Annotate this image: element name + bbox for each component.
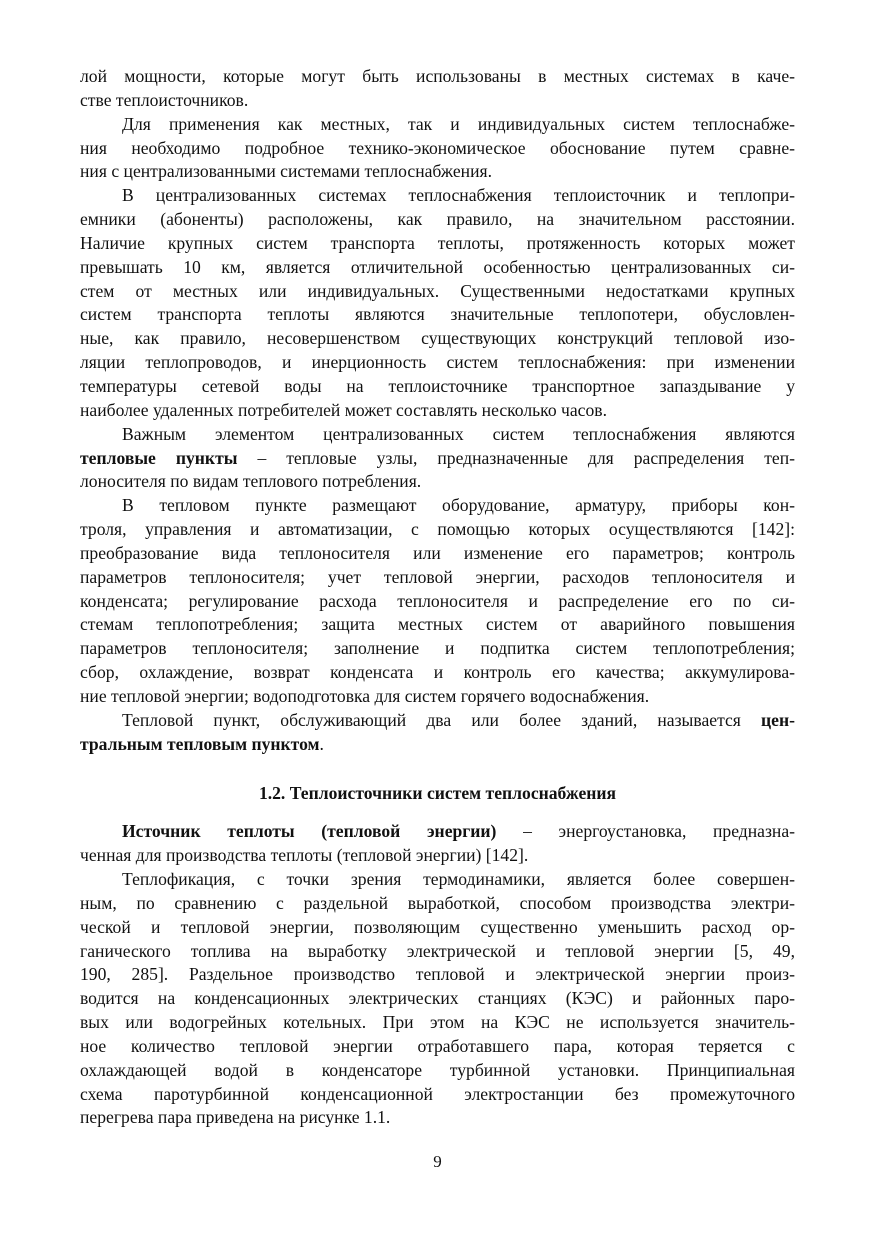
text-segment: В централизованных системах теплоснабжения теплоисточник и теплопри- [122, 185, 795, 206]
text-line [80, 160, 795, 184]
paragraph [80, 65, 795, 113]
text-segment: В тепловом пункте размещают оборудование, арматуру, приборы кон- [122, 495, 795, 516]
text-line [80, 542, 795, 566]
text-segment: . [319, 733, 324, 754]
text-line [80, 709, 795, 733]
text-line [80, 963, 795, 987]
text-segment: схема паротурбинной конденсационной электростанции без промежуточного [80, 1083, 795, 1104]
paragraph [80, 709, 795, 757]
text-segment: ния необходимо подробное технико-экономическое обоснование путем сравне- [80, 137, 795, 158]
text-segment: ляции теплопроводов, и инерционность систем теплоснабжения: при изменении [80, 352, 795, 373]
text-line [80, 447, 795, 471]
text-segment: Теплофикация, с точки зрения термодинамики, является более совершен- [122, 869, 795, 889]
section-intro [80, 65, 795, 756]
text-segment: ченная для производства теплоты (тепловой энергии) [142]. [80, 845, 529, 866]
text-segment: ным, по сравнению с раздельной выработкой, способом производства электри- [80, 892, 795, 913]
text-line [80, 280, 795, 304]
text-segment: охлаждающей водой в конденсаторе турбинной установки. Принципиальная [80, 1059, 795, 1080]
section-heading: 1.2. Теплоисточники систем теплоснабжения [258, 783, 617, 804]
bold-term: тепловые пункты [80, 447, 238, 468]
bold-term: Источник теплоты (тепловой энергии) [122, 821, 497, 842]
text-line [80, 327, 795, 351]
text-line [80, 940, 795, 964]
text-line [80, 1035, 795, 1059]
text-segment: лоносителя по видам теплового потребления. [80, 471, 422, 492]
text-segment: параметров теплоносителя; учет тепловой энергии, расходов теплоносителя и [80, 566, 795, 587]
text-line [80, 733, 795, 757]
text-line [80, 137, 795, 161]
text-segment: превышать 10 км, является отличительной особенностью централизованных си- [80, 256, 795, 277]
text-line [80, 494, 795, 518]
text-line [80, 590, 795, 614]
text-segment: ные, как правило, несовершенством существующих конструкций тепловой изо- [80, 328, 795, 349]
page-number: 9 [433, 1152, 442, 1171]
text-line [80, 892, 795, 916]
text-segment: стве теплоисточников. [80, 89, 249, 110]
text-line [80, 1059, 795, 1083]
text-segment: ческой и тепловой энергии, позволяющим существенно уменьшить расход ор- [80, 916, 795, 937]
paragraph [80, 820, 795, 868]
text-segment: лой мощности, которые могут быть использованы в местных системах в каче- [80, 66, 795, 86]
text-line [80, 661, 795, 685]
text-segment: перегрева пара приведена на рисунке 1.1. [80, 1107, 391, 1128]
text-segment: ганического топлива на выработку электрической и тепловой энергии [5, 49, [80, 940, 795, 961]
text-line [80, 518, 795, 542]
text-line [80, 399, 795, 423]
section-body [80, 820, 795, 1130]
text-segment: наиболее удаленных потребителей может составлять несколько часов. [80, 399, 607, 420]
text-segment: – тепловые узлы, предназначенные для распределения теп- [237, 447, 795, 468]
bold-term: цен- [761, 709, 795, 730]
text-line [80, 303, 795, 327]
text-line [80, 1011, 795, 1035]
text-segment: систем транспорта теплоты являются значительные теплопотери, обусловлен- [80, 304, 795, 325]
text-segment: стемам теплопотребления; защита местных систем от аварийного повышения [80, 614, 795, 635]
text-line [80, 375, 795, 399]
text-segment: конденсата; регулирование расхода теплоносителя и распределение его по си- [80, 590, 795, 611]
text-line [80, 844, 795, 868]
text-segment: троля, управления и автоматизации, с помощью которых осуществляются [142]: [80, 519, 795, 540]
text-segment: вых или водогрейных котельных. При этом на КЭС не используется значитель- [80, 1012, 795, 1033]
text-line [80, 868, 795, 892]
text-line [80, 256, 795, 280]
text-segment: 190, 285]. Раздельное производство тепловой и электрической энергии произ- [80, 964, 795, 985]
text-segment: Важным элементом централизованных систем теплоснабжения являются [122, 423, 795, 444]
text-line [80, 89, 795, 113]
text-line [80, 232, 795, 256]
page-body [80, 65, 795, 1130]
text-segment: ние тепловой энергии; водоподготовка для систем горячего водоснабжения. [80, 685, 650, 706]
bold-term: тральным тепловым пунктом [80, 733, 320, 754]
paragraph [80, 494, 795, 709]
text-line [80, 1106, 795, 1130]
text-line [80, 820, 795, 844]
text-segment: стем от местных или индивидуальных. Существенными недостатками крупных [80, 280, 795, 301]
text-line [80, 470, 795, 494]
text-segment: Тепловой пункт, обслуживающий два или более зданий, называется [122, 709, 762, 730]
text-line [80, 916, 795, 940]
text-line [80, 685, 795, 709]
text-line [80, 113, 795, 137]
text-segment: Для применения как местных, так и индивидуальных систем теплоснабже- [122, 113, 795, 134]
paragraph [80, 868, 795, 1130]
text-segment: Наличие крупных систем транспорта теплоты, протяженность которых может [80, 232, 795, 253]
text-line [80, 566, 795, 590]
text-segment: сбор, охлаждение, возврат конденсата и контроль его качества; аккумулирова- [80, 662, 795, 683]
text-line [80, 637, 795, 661]
text-segment: параметров теплоносителя; заполнение и подпитка систем теплопотребления; [80, 638, 795, 659]
text-line [80, 613, 795, 637]
text-segment: – энергоустановка, предназна- [496, 821, 796, 842]
text-segment: температуры сетевой воды на теплоисточнике транспортное запаздывание у [80, 375, 795, 396]
text-line [80, 184, 795, 208]
text-segment: водится на конденсационных электрических станциях (КЭС) и районных паро- [80, 988, 795, 1009]
text-segment: ния с централизованными системами теплоснабжения. [80, 161, 492, 182]
text-segment: емники (абоненты) расположены, как правило, на значительном расстоянии. [80, 209, 795, 230]
paragraph [80, 184, 795, 422]
text-line [80, 208, 795, 232]
paragraph [80, 113, 795, 185]
text-segment: преобразование вида теплоносителя или изменение его параметров; контроль [80, 542, 795, 563]
text-line [80, 987, 795, 1011]
text-line [80, 351, 795, 375]
text-line [80, 1083, 795, 1107]
paragraph [80, 423, 795, 495]
text-segment: ное количество тепловой энергии отработавшего пара, которая теряется с [80, 1035, 795, 1056]
text-line [80, 65, 795, 89]
text-line [80, 423, 795, 447]
